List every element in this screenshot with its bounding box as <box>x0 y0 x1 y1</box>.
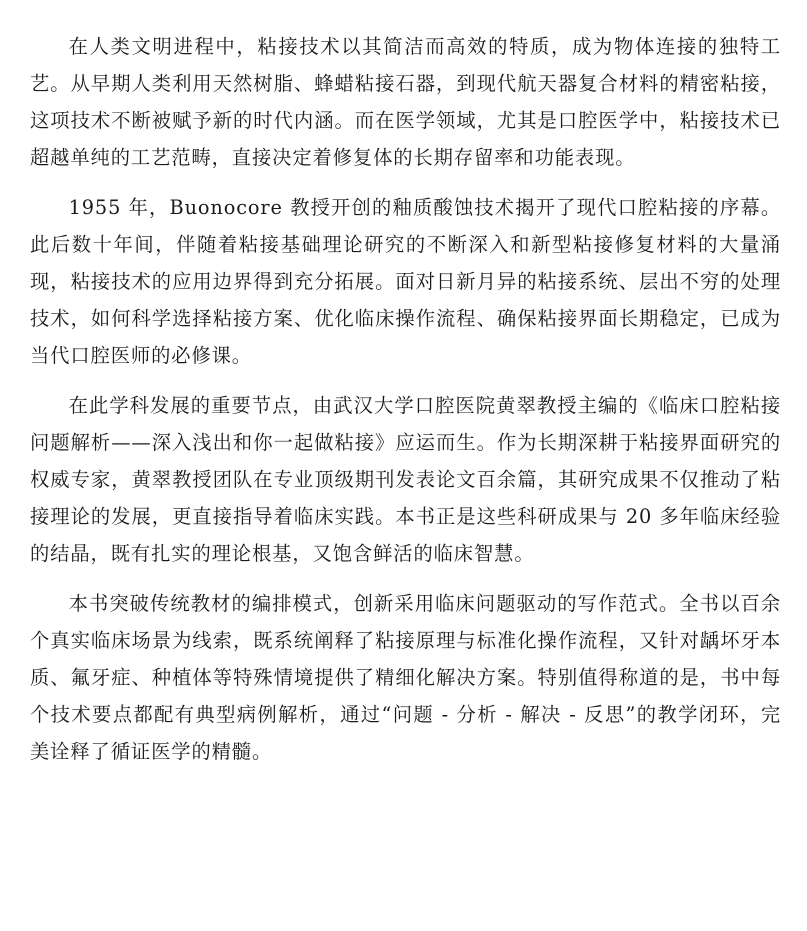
paragraph-4: 本书突破传统教材的编排模式，创新采用临床问题驱动的写作范式。全书以百余个真实临床场景为线索，既系统阐释了粘接原理与标准化操作流程，又针对龋坏牙本质、氟牙症、种植体等特殊情境提供了精细化解决方案。特别值得称道的是，书中每个技术要点都配有典型病例解析，通过“问题 - 分析 - 解决 - 反思”的教学闭环，完美诠释了循证医学的精髓。 <box>30 592 781 763</box>
paragraph-1: 在人类文明进程中，粘接技术以其简洁而高效的特质，成为物体连接的独特工艺。从早期人类利用天然树脂、蜂蜡粘接石器，到现代航天器复合材料的精密粘接，这项技术不断被赋予新的时代内涵。而在医学领域，尤其是口腔医学中，粘接技术已超越单纯的工艺范畴，直接决定着修复体的长期存留率和功能表现。 <box>30 35 781 169</box>
paragraph-3: 在此学科发展的重要节点，由武汉大学口腔医院黄翠教授主编的《临床口腔粘接问题解析——深入浅出和你一起做粘接》应运而生。作为长期深耕于粘接界面研究的权威专家，黄翠教授团队在专业顶级期刊发表论文百余篇，其研究成果不仅推动了粘接理论的发展，更直接指导着临床实践。本书正是这些科研成果与 20 多年临床经验的结晶，既有扎实的理论根基，又饱含鲜活的临床智慧。 <box>30 394 781 565</box>
paragraph-2: 1955 年，Buonocore 教授开创的釉质酸蚀技术揭开了现代口腔粘接的序幕。此后数十年间，伴随着粘接基础理论研究的不断深入和新型粘接修复材料的大量涌现，粘接技术的应用边界得到充分拓展。面对日新月异的粘接系统、层出不穷的处理技术，如何科学选择粘接方案、优化临床操作流程、确保粘接界面长期稳定，已成为当代口腔医师的必修课。 <box>30 196 781 367</box>
